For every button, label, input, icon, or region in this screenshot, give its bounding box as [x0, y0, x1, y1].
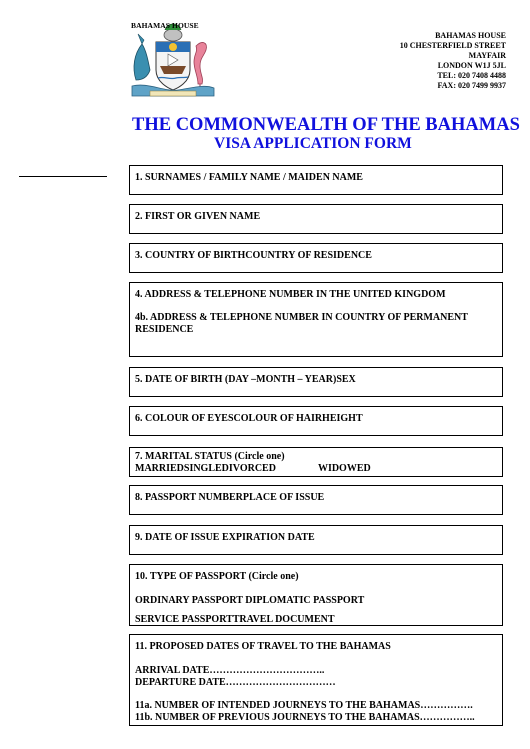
section-4-label: 4. ADDRESS & TELEPHONE NUMBER IN THE UNITED KINGDOM — [135, 289, 446, 300]
section-6-box[interactable] — [129, 406, 503, 436]
section-5-label: 5. DATE OF BIRTH (DAY –MONTH – YEAR)SEX — [135, 374, 356, 385]
section-1-box[interactable] — [129, 165, 503, 195]
coat-of-arms-icon — [128, 20, 218, 98]
section-9-box[interactable] — [129, 525, 503, 555]
section-8-label: 8. PASSPORT NUMBERPLACE OF ISSUE — [135, 492, 325, 503]
section-9-label: 9. DATE OF ISSUE EXPIRATION DATE — [135, 532, 315, 543]
previous-journeys-field[interactable]: 11b. NUMBER OF PREVIOUS JOURNEYS TO THE BAHAMAS…………….. — [135, 712, 475, 723]
margin-rule — [19, 176, 107, 177]
passport-type-options-1[interactable]: ORDINARY PASSPORT DIPLOMATIC PASSPORT — [135, 595, 365, 606]
section-11-box[interactable] — [129, 634, 503, 726]
section-2-box[interactable] — [129, 204, 503, 234]
section-1-label: 1. SURNAMES / FAMILY NAME / MAIDEN NAME — [135, 172, 363, 183]
section-3-box[interactable] — [129, 243, 503, 273]
section-11-label: 11. PROPOSED DATES OF TRAVEL TO THE BAHAMAS — [135, 641, 391, 652]
address-line: 10 CHESTERFIELD STREET — [399, 41, 506, 50]
passport-type-options-2[interactable]: SERVICE PASSPORTTRAVEL DOCUMENT — [135, 614, 335, 625]
form-subtitle: VISA APPLICATION FORM — [214, 135, 412, 152]
crest-label: BAHAMAS HOUSE — [131, 21, 199, 30]
marital-status-options[interactable] — [135, 463, 497, 475]
section-5-box[interactable] — [129, 367, 503, 397]
intended-journeys-field[interactable]: 11a. NUMBER OF INTENDED JOURNEYS TO THE BAHAMAS……………. — [135, 700, 473, 711]
section-10-box[interactable] — [129, 564, 503, 626]
section-4-box[interactable] — [129, 282, 503, 357]
section-4b-label: 4b. ADDRESS & TELEPHONE NUMBER IN COUNTRY OF PERMANENT RESIDENCE — [135, 312, 468, 335]
address-line: TEL: 020 7408 4488 — [437, 71, 506, 80]
embassy-address — [400, 31, 506, 91]
marital-option-widowed: WIDOWED — [317, 463, 371, 474]
address-line: LONDON W1J 5JL — [437, 61, 506, 70]
section-7-label: 7. MARITAL STATUS (Circle one) — [135, 451, 285, 462]
departure-date-field[interactable]: DEPARTURE DATE…………………………… — [135, 677, 336, 688]
address-line: BAHAMAS HOUSE — [435, 31, 506, 40]
section-3-label: 3. COUNTRY OF BIRTHCOUNTRY OF RESIDENCE — [135, 250, 372, 261]
form-title: THE COMMONWEALTH OF THE BAHAMAS — [132, 115, 520, 135]
section-6-label: 6. COLOUR OF EYESCOLOUR OF HAIRHEIGHT — [135, 413, 363, 424]
section-7-box[interactable] — [129, 447, 503, 477]
address-line: FAX: 020 7499 9937 — [437, 81, 506, 90]
section-10-label: 10. TYPE OF PASSPORT (Circle one) — [135, 571, 299, 582]
marital-options-text: MARRIEDSINGLEDIVORCED — [135, 463, 276, 474]
section-8-box[interactable] — [129, 485, 503, 515]
section-2-label: 2. FIRST OR GIVEN NAME — [135, 211, 261, 222]
address-line: MAYFAIR — [468, 51, 506, 60]
arrival-date-field[interactable]: ARRIVAL DATE…………………………….. — [135, 665, 325, 676]
